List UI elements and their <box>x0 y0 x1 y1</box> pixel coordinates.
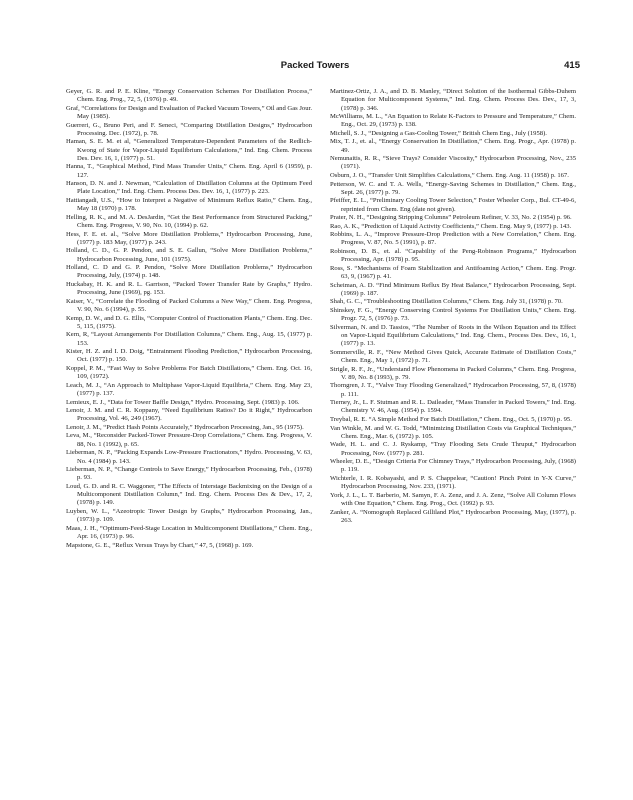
reference-entry: Osburn, J. O., “Transfer Unit Simplifies Calculations,” Chem. Eng. Aug. 11 (1958) p. 167. <box>330 171 569 179</box>
page-header <box>50 58 580 74</box>
reference-entry: Martinez-Ortiz, J. A., and D. B. Manley, “Direct Solution of the Isothermal Gibbs-Duhem Equation for Multicomponent Systems,” Ind. Eng. Chem. Process Des. Dev., 17, 3, (1978) p. 346. <box>330 88 576 112</box>
reference-entry: Hess, F. E. et. al., “Solve More Distillation Problems,” Hydrocarbon Processing, June, (1977) p. 183 May, (1977) p. 243. <box>66 230 312 246</box>
reference-entry: Nemunaitis, R. R., “Sieve Trays? Consider Viscosity,” Hydrocarbon Processing, Nov., 235 (1971). <box>330 155 576 171</box>
reference-entry: Shah, G. C., “Troubleshooting Distillation Columns,” Chem. Eng. July 31, (1978) p. 70. <box>330 298 563 306</box>
reference-entry: Guerreri, G., Bruno Peri, and F. Seneci, “Comparing Distillation Designs,” Hydrocarbon Processing. Dec. (1972), p. 78. <box>66 121 312 137</box>
reference-entry: Ross, S. “Mechanisms of Foam Stabilization and Antifoaming Action,” Chem. Eng. Progr. 63, 9, (1967) p. 41. <box>330 264 576 281</box>
reference-entry: Wichterle, I. R. Kobayashi, and P. S. Chappelear, “Caution! Pinch Point in Y-X Curve,” Hydrocarbon Processing, Nov. 233, (1971). <box>330 474 576 491</box>
reference-entry: Lieberman, N. P., “Change Controls to Save Energy,” Hydrocarbon Processing, Feb., (1978) p. 93. <box>66 466 312 482</box>
reference-entry: Thorngren, J. T., “Valve Tray Flooding Generalized,” Hydrocarbon Processing, 57, 8, (1978) p. 111. <box>330 382 576 398</box>
reference-entry: Zanker, A. “Nomograph Replaced Gilliland Plot,” Hydrocarbon Processing, May, (1977), p. 263. <box>330 508 576 524</box>
reference-entry: Sommerville, R. F., “New Method Gives Quick, Accurate Estimate of Distillation Costs,” Chem. Eng., May 1, (1972) p. 71. <box>330 348 576 365</box>
reference-entry: Mix, T. J., et. al., “Energy Conservation In Distillation,” Chem. Eng. Progr., Apr. (1978) p. 49. <box>330 138 576 154</box>
page-number: 415 <box>564 60 580 71</box>
reference-entry: Koppel, P. M., “Fast Way to Solve Problems For Batch Distillations,” Chem. Eng. Oct. 16, 109, (1972). <box>66 365 312 381</box>
running-title: Packed Towers <box>280 60 350 71</box>
reference-entry: Robinson, D. B., et. al. “Capability of the Peng-Robinson Programs,” Hydrocarbon Processing, Apr. (1978) p. 95. <box>330 248 576 264</box>
reference-entry: Pfeiffer, E. L., “Preliminary Cooling Tower Selection,” Foster Wheeler Corp., Bul. CT-49-6, reprinted from Chem. Eng (date not given). <box>330 197 576 213</box>
reference-entry: Luyben, W. L., “Azeotropic Tower Design by Graphs,” Hydrocarbon Processing, Jan., (1973) p. 109. <box>66 507 312 524</box>
reference-entry: Lenoir, J. M., “Predict Hash Points Accurately,” Hydrocarbon Processing, Jan., 95 (1975). <box>66 423 304 431</box>
reference-entry: Huckabay, H. K. and R. L. Garrison, “Packed Tower Transfer Rate by Graphs,” Hydro. Processing, June (1969), pg. 153. <box>66 281 312 297</box>
reference-entry: Kern, R, “Layout Arrangements For Distillation Columns,” Chem. Eng., Aug. 15, (1977) p. 153. <box>66 331 312 347</box>
reference-entry: Scheiman, A. D. “Find Minimum Reflux By Heat Balance,” Hydrocarbon Processing, Sept. (1969) p. 187. <box>330 281 576 297</box>
reference-entry: Kister, H. Z. and I. D. Doig, “Entrainment Flooding Prediction,” Hydrocarbon Processing, Oct. (1977) p. 150. <box>66 348 312 364</box>
reference-entry: Hattiangadi, U.S., “How to Interpret a Negative of Minimum Reflux Ratio,” Chem. Eng., May 18 (1970) p. 178. <box>66 197 312 213</box>
references-right-column <box>330 88 576 525</box>
reference-entry: Loud, G. D. and R. C. Waggoner, “The Effects of Interstage Backmixing on the Design of a Multicomponent Distillation Column,” Ind. Eng. Chem. Process Des & Dev., 17, 2, (1978) p. 149. <box>66 482 312 507</box>
reference-entry: Helling, R. K., and M. A. DesJardin, “Get the Best Performance from Structured Packing,” Chem. Eng. Progress, V. 90, No. 10, (1994) p. 62. <box>66 213 312 230</box>
reference-entry: Silverman, N. and D. Tassios, “The Number of Roots in the Wilson Equation and its Effect on Vapor-Liquid Equilibrium Calculations,” Ind. Eng. Chem., Process Des. Dev., 16, 1, (1977) p. 13. <box>330 323 576 348</box>
reference-entry: Graf, “Correlations for Design and Evaluation of Packed Vacuum Towers,” Oil and Gas Jour. May (1985). <box>66 104 312 121</box>
reference-entry: York, J. L., L. T. Barberio, M. Samyn, F. A. Zenz, and J. A. Zenz, “Solve All Column Flows with One Equation,” Chem. Eng. Prog., Oct. (1992) p. 93. <box>330 491 576 507</box>
reference-entry: Mapstone, G. E., “Reflux Versus Trays by Chart,” 47, 5, (1968) p. 169. <box>66 541 254 549</box>
reference-entry: Hanson, D. N. and J. Newman, “Calculation of Distillation Columns at the Optimum Feed Plate Location,” Ind. Eng. Chem. Process Des. Dev. 16, 1, (1977) p. 223. <box>66 180 312 196</box>
references-left-column <box>66 88 312 550</box>
reference-entry: Michell, S. J., “Designing a Gas-Cooling Tower,” British Chem Eng., July (1958). <box>330 129 547 137</box>
reference-entry: Geyer, G. R. and P. E. Kline, “Energy Conservation Schemes For Distillation Process,” Chem. Eng. Prog., 72, 5, (1976) p. 49. <box>66 88 312 104</box>
reference-entry: McWilliams, M. L., “An Equation to Relate K-Factors to Pressure and Temperature,” Chem. Eng., Oct. 29, (1973) p. 138. <box>330 113 576 129</box>
reference-entry: Wheeler, D. E., “Design Criteria For Chimney Trays,” Hydrocarbon Processing, July, (1968) p. 119. <box>330 458 576 474</box>
reference-entry: Shinskey, F. G., “Energy Conserving Control Systems For Distillation Units,” Chem. Eng. Progr. 72, 5, (1976) p. 73. <box>330 306 576 323</box>
reference-entry: Lieberman, N. P., “Packing Expands Low-Pressure Fractionators,” Hydro. Processing, V. 63, No. 4 (1984) p. 143. <box>66 449 312 465</box>
reference-entry: Strigle, R. F., Jr., “Understand Flow Phenomena in Packed Columns,” Chem. Eng. Progress, V. 89, No. 8 (1993), p. 79. <box>330 365 576 381</box>
reference-entry: Maas, J. H., “Optimum-Feed-Stage Location in Multicomponent Distillations,” Chem. Eng., Apr. 16, (1973) p. 96. <box>66 524 312 540</box>
reference-entry: Petterson, W. C. and T. A. Wells, “Energy-Saving Schemes in Distillation,” Chem. Eng., Sept. 26, (1977) p. 79. <box>330 180 576 196</box>
reference-entry: Prater, N. H., “Designing Stripping Columns” Petroleum Refiner, V. 33, No. 2 (1954) p. 96. <box>330 214 572 222</box>
reference-entry: Lemieux, E. J., “Data for Tower Baffle Design,” Hydro. Processing, Sept. (1983) p. 106. <box>66 398 300 406</box>
reference-entry: Treybal, R. E. “A Simple Method For Batch Distillation,” Chem. Eng., Oct. 5, (1970) p. 95. <box>330 415 572 423</box>
reference-entry: Kaiser, V., “Correlate the Flooding of Packed Columns a New Way,” Chem. Eng. Progress, V. 90, No. 6 (1994), p. 55. <box>66 297 312 314</box>
reference-entry: Holland, C. D and G. P. Pendon, “Solve More Distillation Problems,” Hydrocarbon Processing, July, (1974) p. 148. <box>66 264 312 280</box>
reference-entry: Hanna, T., “Graphical Method, Find Mass Transfer Units,” Chem. Eng. April 6 (1959), p. 127. <box>66 163 312 179</box>
reference-entry: Kemp, D. W., and D. G. Ellis, “Computer Control of Fractionation Plants,” Chem. Eng. Dec. 5, 115, (1975). <box>66 314 312 330</box>
reference-entry: Wade, H. L. and C. J. Ryskamp, “Tray Flooding Sets Crude Thruput,” Hydrocarbon Processing, Nov. (1977) p. 281. <box>330 441 576 457</box>
reference-entry: Holland, C. D., G. P. Pendon, and S. E. Gallun, “Solve More Distillation Problems,” Hydrocarbon Processing, June, 101 (1975). <box>66 247 312 263</box>
reference-entry: Rao, A. K., “Prediction of Liquid Activity Coefficients,” Chem. Eng. May 9, (1977) p. 143. <box>330 222 572 230</box>
reference-entry: Leach, M. J., “An Approach to Multiphase Vapor-Liquid Equilibria,” Chem. Eng. May 23, (1977) p. 137. <box>66 381 312 398</box>
reference-entry: Robbins, L. A., “Improve Pressure-Drop Prediction with a New Correlation,” Chem. Eng. Progress, V. 87, No. 5 (1991), p. 87. <box>330 231 576 247</box>
reference-entry: Haman, S. E. M. et al, “Generalized Temperature-Dependent Parameters of the Redlich-Kwong of State for Vapor-Liquid Equilibrium Calculations,” Ind. Eng. Chem. Process Des. Dev. 16, 1, (1977) p. 51. <box>66 138 312 162</box>
reference-entry: Leva, M., “Reconsider Packed-Tower Pressure-Drop Correlations,” Chem. Eng. Progress, V. 88, No. 1 (1992), p. 65. <box>66 432 312 448</box>
reference-entry: Tierney, Jr., L. F. Stutman and R. L. Daileader, “Mass Transfer in Packed Towers,” Ind. Eng. Chemistry V. 46, Aug. (1954) p. 1594. <box>330 399 576 415</box>
reference-entry: Lenoir, J. M. and C. R. Koppany, “Need Equilibrium Ratios? Do it Right,” Hydrocarbon Processing, Vol. 46, 249 (1967). <box>66 407 312 423</box>
reference-entry: Van Winkle, M. and W. G. Todd, “Minimizing Distillation Costs via Graphical Techniques,” Chem. Eng., Mar. 6, (1972) p. 105. <box>330 424 576 440</box>
